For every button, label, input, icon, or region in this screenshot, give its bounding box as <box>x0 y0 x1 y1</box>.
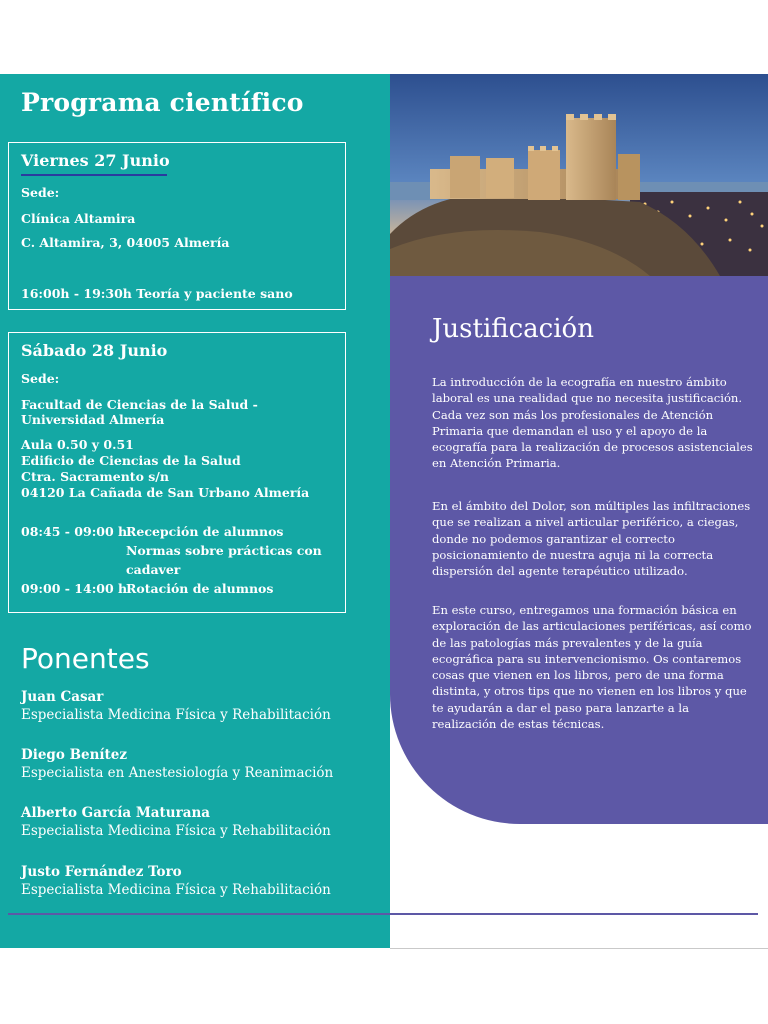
justificacion-paragraph: La introducción de la ecografía en nuestro ámbito laboral es una realidad que no necesita justificación. Cada vez son más los profesionales de Atención Primaria que demandan el uso y el apoyo de la ecografía para la realización de procesos asistenciales en Atención Primaria. <box>432 375 753 471</box>
day-box-sabado <box>8 332 346 613</box>
schedule-desc: Normas sobre prácticas con cadaver <box>126 543 322 577</box>
speaker-name: Juan Casar <box>21 689 104 705</box>
venue-name: Clínica Altamira <box>21 211 136 226</box>
ponentes-title: Ponentes <box>21 642 150 675</box>
speaker-item <box>21 688 331 725</box>
schedule-desc: Rotación de alumnos <box>126 581 274 596</box>
speaker-name: Justo Fernández Toro <box>21 864 182 880</box>
schedule-time: 08:45 - 09:00 h <box>21 524 128 539</box>
day-box-viernes <box>8 142 346 310</box>
justificacion-paragraph: En el ámbito del Dolor, son múltiples las infiltraciones que se realizan a nivel articular periférico, a ciegas, donde no podemos garantizar el correcto posicionamiento de nuestra aguja ni la correcta dispersión del agente terapéutico utilizado. <box>432 499 751 579</box>
schedule-time: 09:00 - 14:00 h <box>21 581 128 596</box>
speaker-item <box>21 804 331 841</box>
schedule-desc: Recepción de alumnos <box>126 524 284 539</box>
speaker-role: Especialista Medicina Física y Rehabilitación <box>21 707 331 723</box>
sede-label: Sede: <box>21 185 60 200</box>
justificacion-title: Justificación <box>432 314 594 344</box>
venue-address: C. Altamira, 3, 04005 Almería <box>21 235 230 250</box>
schedule-line: 16:00h - 19:30h Teoría y paciente sano <box>21 286 293 301</box>
speaker-role: Especialista Medicina Física y Rehabilitación <box>21 823 331 839</box>
venue-city: 04120 La Cañada de San Urbano Almería <box>21 485 310 500</box>
speaker-role: Especialista en Anestesiología y Reanimación <box>21 765 334 781</box>
day-title: Sábado 28 Junio <box>21 341 168 360</box>
venue-street: Ctra. Sacramento s/n <box>21 469 169 484</box>
venue-room: Aula 0.50 y 0.51 <box>21 437 134 452</box>
speaker-name: Diego Benítez <box>21 747 128 763</box>
bottom-divider <box>8 913 758 915</box>
day-title-underline <box>21 174 167 176</box>
speaker-role: Especialista Medicina Física y Rehabilitación <box>21 882 331 898</box>
justificacion-paragraph: En este curso, entregamos una formación básica en exploración de las articulaciones periféricas, así como de las patologías más prevalentes y de la guía ecográfica para su intervencionismo. Os contaremos cosas que vienen en los libros, pero de una forma distinta, y otros tips que no vienen en los libros y que te ayudarán a dar el paso para lanzarte a la realización de estas técnicas. <box>432 603 752 732</box>
sede-label: Sede: <box>21 371 60 386</box>
venue-name: Facultad de Ciencias de la Salud - Universidad Almería <box>21 397 258 427</box>
venue-building: Edificio de Ciencias de la Salud <box>21 453 241 468</box>
day-title: Viernes 27 Junio <box>21 151 170 170</box>
speaker-name: Alberto García Maturana <box>21 805 211 821</box>
speaker-item <box>21 746 333 783</box>
programa-title: Programa científico <box>21 88 304 117</box>
speaker-item <box>21 863 331 900</box>
castle-photo <box>390 74 768 276</box>
